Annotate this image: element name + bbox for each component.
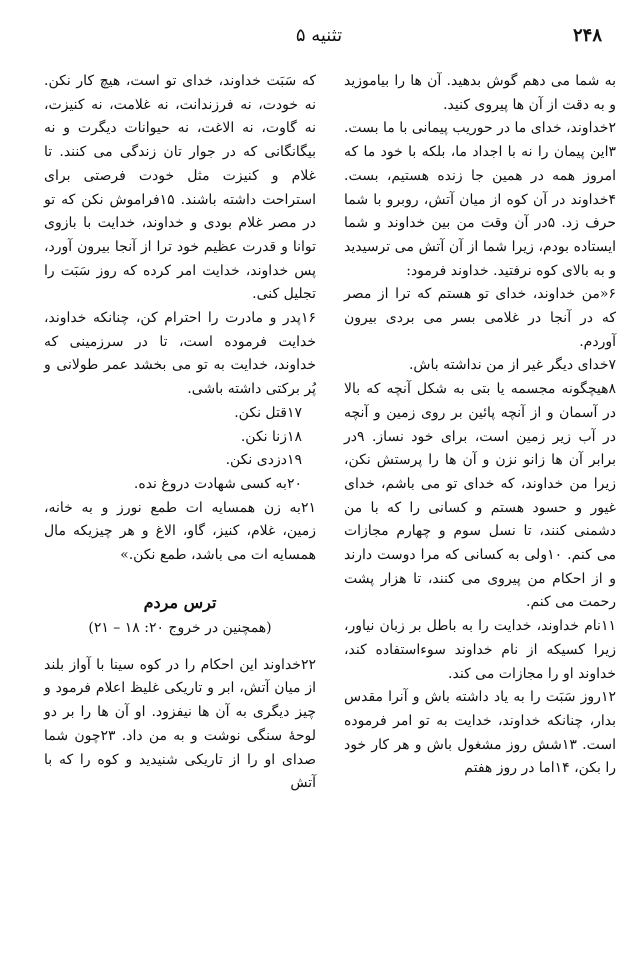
verse-paragraph: ۲۱به زن همسایه ات طمع نورز و به خانه، زمین، غلام، کنیز، گاو، الاغ و هر چیزیکه مال همسایه ات می باشد، طمع نکن.» — [44, 499, 316, 564]
section-reference: (همچنین در خروج ۲۰: ۱۸ – ۲۱) — [88, 619, 272, 636]
verse-paragraph: ۸هیچگونه مجسمه یا بتی به شکل آنچه که بالا در آسمان و از آنچه پائین بر روی زمین و آنچه در آب زیر زمین است، برای خود نساز. ۹در برابر آن ها زانو نزن و آن ها را پرستش نکن، زیرا من خداوند، که خدای تو می باشم، خدای غیور و حسود هستم و کسانی را که با من دشمنی کنند، تا نسل سوم و چهارم مجازات می کنم. ۱۰ولی به کسانی که مرا دوست دارند و از احکام من پیروی می کنند، تا هزار پشت رحمت می کنم. — [344, 381, 617, 611]
commandment-line: ۱۹دزدی نکن. — [225, 452, 302, 469]
verse-paragraph: ۲خداوند، خدای ما در حوریب پیمانی با ما بست. ۳این پیمان را نه با اجداد ما، بلکه با خود ما که امروز همه در همین جا زنده هستیم، بست. ۴خداوند در آن کوه از میان آتش، روبرو با شما حرف زد. ۵در آن وقت من بین خداوند و شما ایستاده بودم، زیرا شما از آن آتش می ترسیدید و به بالای کوه نرفتید. خداوند فرمود: — [343, 120, 616, 279]
verse-paragraph: که سَبَت خداوند، خدای تو است، هیچ کار نکن. نه خودت، نه فرزندانت، نه غلامت، نه کنیزت، نه گاوت، نه الاغت، نه حیوانات دیگرت و نه بیگانگانی که در جوار تان زندگی می کنند. تا غلام و کنیزت مثل خودت فرصتی برای استراحت داشته باشند. ۱۵فراموش نکن که تو در مصر غلام بودی و خداوند، خدایت با بازوی توانا و قدرت عظیم خود ترا از آنجا بیرون آورد، پس خداوند، خدایت امر کرده که روز سَبَت را تجلیل کنی. — [44, 73, 316, 303]
verse-paragraph: ۱۱نام خداوند، خدایت را به باطل بر زبان نیاور، زیرا کسیکه از نام خداوند سوءاستفاده کند، خداوند او را مجازات می کند. — [344, 618, 616, 682]
verse-paragraph: ۱۲روز سَبَت را به یاد داشته باش و آنرا مقدس بدار، چنانکه خداوند، خدایت به تو امر فرموده است. ۱۳شش روز مشغول باش و هر کار خود را بکن، ۱۴اما در روز هفتم — [344, 689, 616, 777]
commandment-line: ۱۸زنا نکن. — [240, 428, 302, 445]
verse-paragraph: ۶«من خداوند، خدای تو هستم که ترا از مصر که در آنجا در غلامی بسر می بردی بیرون آوردم. — [344, 286, 616, 350]
section-heading: ترس مردم — [143, 592, 217, 612]
verse-paragraph: ۱۶پدر و مادرت را احترام کن، چنانکه خداوند، خدایت فرموده است، تا در سرزمینی که خداوند، خدایت به تو می بخشد عمر طولانی و پُر برکتی داشته باشی. — [44, 310, 316, 398]
verse-paragraph: ۲۲خداوند این احکام را در کوه سینا با آواز بلند از میان آتش، ابر و تاریکی غلیظ اعلام فرمود و چیز دیگری به آن ها نیفزود. او آن ها را بر دو لوحهٔ سنگی نوشت و به من داد. ۲۳چون شما صدای او را از تاریکی شنیدید و کوه را که با آتش — [44, 656, 316, 792]
running-head: تثنیه ۵ — [295, 25, 343, 46]
commandment-line: ۱۷قتل نکن. — [234, 404, 302, 421]
verse-paragraph: به شما می دهم گوش بدهید. آن ها را بیاموزید و به دقت از آن ها پیروی کنید. — [344, 73, 616, 113]
left-column — [44, 70, 316, 796]
page-number: ۲۴۸ — [572, 25, 602, 46]
verse-paragraph: ۷خدای دیگر غیر از من نداشته باش. — [408, 357, 616, 374]
right-column — [344, 70, 616, 781]
page-header — [36, 22, 602, 50]
commandment-line: ۲۰به کسی شهادت دروغ نده. — [133, 475, 302, 492]
